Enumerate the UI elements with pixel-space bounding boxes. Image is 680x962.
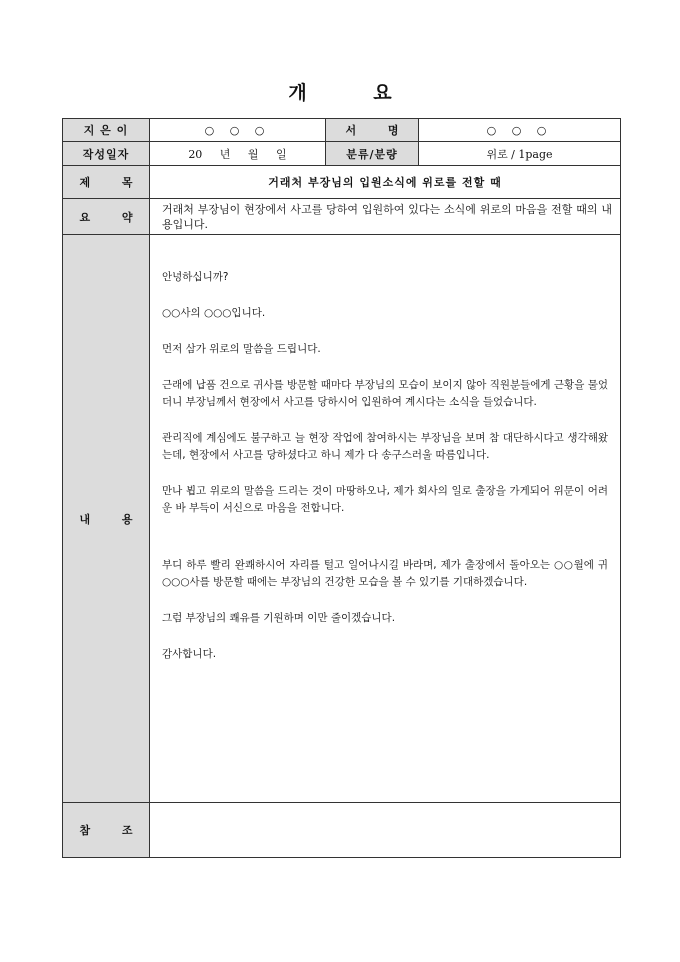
author-value: ○ ○ ○	[150, 119, 326, 142]
content-paragraph: 근래에 납품 건으로 귀사를 방문할 때마다 부장님의 모습이 보이지 않아 직원분들에게 근황을 물었더니 부장님께서 현장에서 사고를 당하시어 입원하여 계시다는 소식을 들었습니다.	[162, 379, 608, 408]
content-paragraph: 그럼 부장님의 쾌유를 기원하며 이만 줄이겠습니다.	[162, 612, 396, 624]
content-paragraph: 감사합니다.	[162, 648, 217, 660]
summary-label: 요 약	[63, 199, 150, 235]
content-paragraph: ○○사의 ○○○입니다.	[162, 307, 266, 319]
content-paragraph: 먼저 삼가 위로의 말씀을 드립니다.	[162, 343, 321, 355]
signature-value: ○ ○ ○	[419, 119, 621, 142]
subject-label: 제 목	[63, 166, 150, 199]
author-label: 지 은 이	[63, 119, 150, 142]
signature-label: 서 명	[326, 119, 419, 142]
reference-row	[63, 803, 621, 858]
content-paragraph: 부디 하루 빨리 완쾌하시어 자리를 털고 일어나시길 바라며, 제가 출장에서 돌아오는 ○○월에 귀 ○○○사를 방문할 때에는 부장님의 건강한 모습을 볼 수 있기를 기대하겠습니다.	[162, 559, 608, 588]
summary-value: 거래처 부장님이 현장에서 사고를 당하여 입원하여 있다는 소식에 위로의 마음을 전할 때의 내용입니다.	[150, 199, 621, 235]
content-label: 내 용	[63, 235, 150, 803]
content-row	[63, 235, 621, 803]
subject-row	[63, 166, 621, 199]
author-row	[63, 119, 621, 142]
content-body	[150, 235, 621, 803]
category-value: 위로 / 1page	[419, 142, 621, 166]
reference-label: 참 조	[63, 803, 150, 858]
document-title: 개 요	[288, 82, 422, 104]
reference-value	[150, 803, 621, 858]
category-label: 분류/분량	[326, 142, 419, 166]
summary-row	[63, 199, 621, 235]
date-label: 작성일자	[63, 142, 150, 166]
content-paragraph: 안녕하십니까?	[162, 271, 229, 283]
content-paragraph: 관리직에 계심에도 불구하고 늘 현장 작업에 참여하시는 부장님을 보며 참 대단하시다고 생각해왔는데, 현장에서 사고를 당하셨다고 하니 제가 다 송구스러울 따름입니다.	[162, 432, 608, 461]
summary-form-table	[62, 118, 621, 858]
date-value: 20 년 월 일	[150, 142, 326, 166]
date-row	[63, 142, 621, 166]
subject-value: 거래처 부장님의 입원소식에 위로를 전할 때	[150, 166, 621, 199]
content-paragraph: 만나 뵙고 위로의 말씀을 드리는 것이 마땅하오나, 제가 회사의 일로 출장을 가게되어 위문이 어려운 바 부득이 서신으로 마음을 전합니다.	[162, 485, 608, 514]
